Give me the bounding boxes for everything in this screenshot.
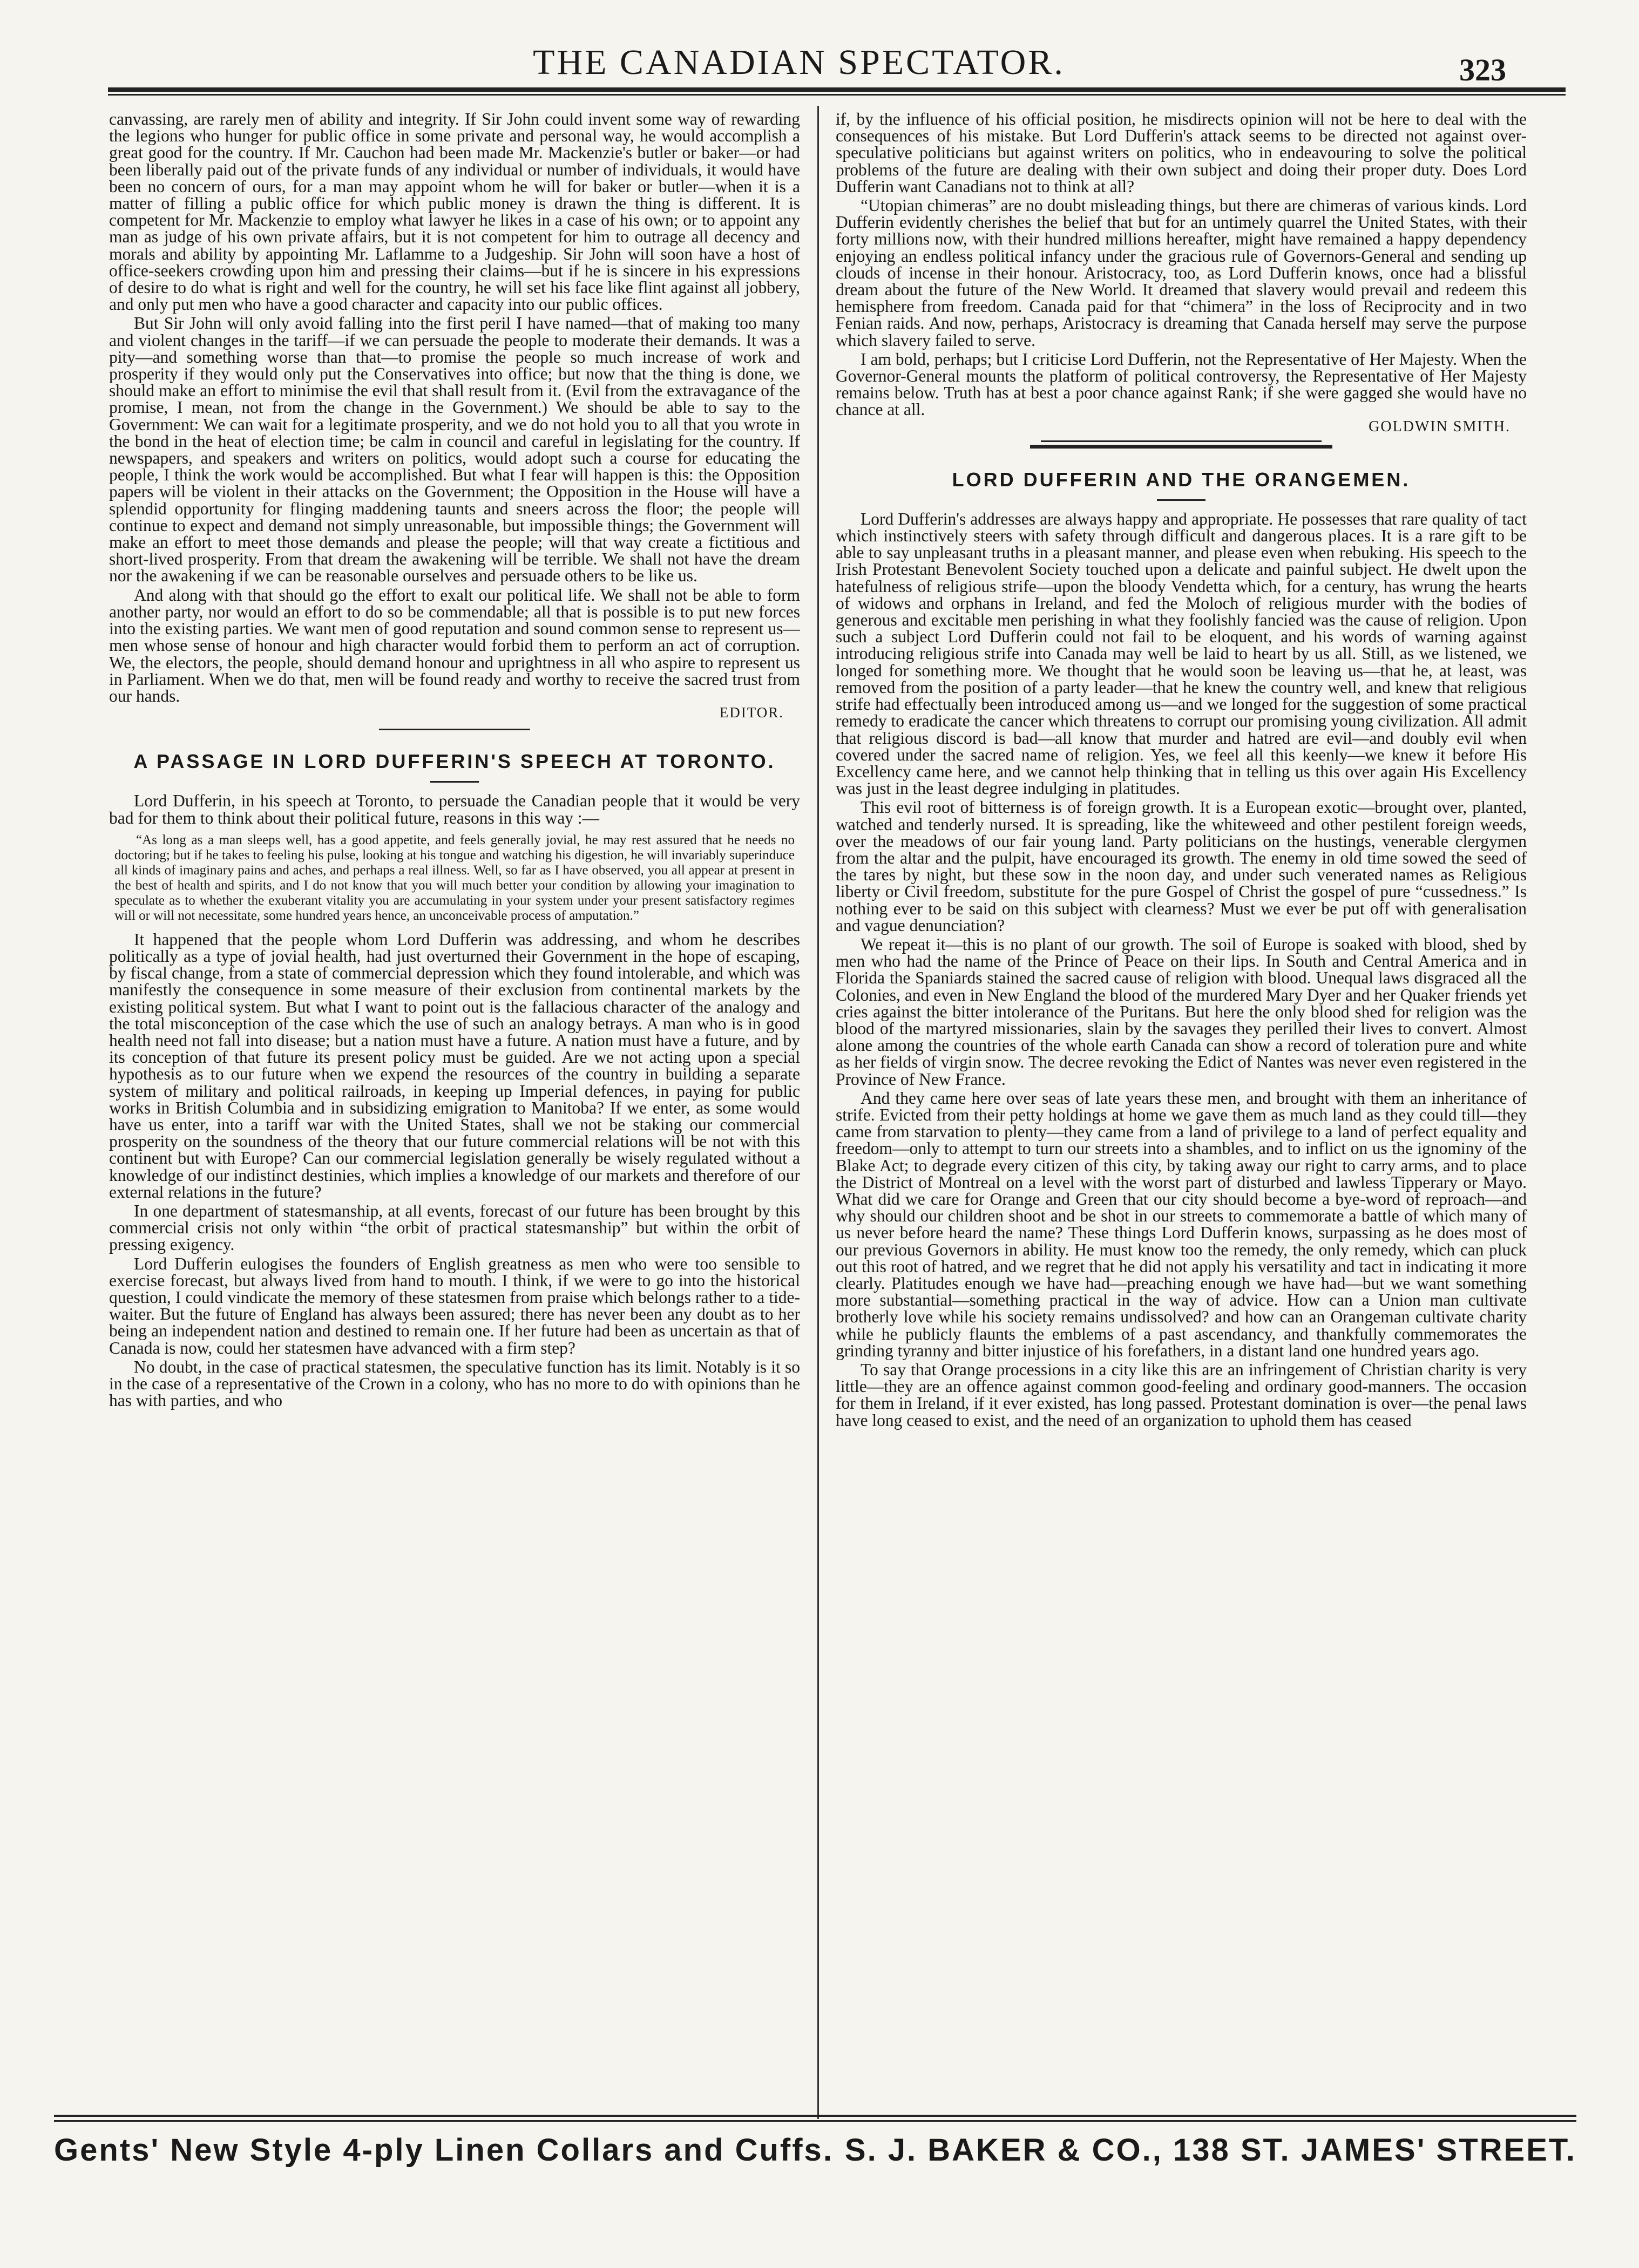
paragraph: To say that Orange processions in a city like this are an infringement of Christian charity is very little—they are an offence against common good-feeling and ordinary good-manners. The occasion for them in Ireland, if it ever existed, has long passed. Protestant domination is over—the penal laws have long ceased to exist, and the need of an organization to uphold them has ceased bbox=[836, 1360, 1527, 1430]
ad-merchant-address: S. J. BAKER & CO., 138 ST. JAMES' STREET. bbox=[844, 2133, 1576, 2168]
paragraph: This evil root of bitterness is of foreign growth. It is a European exotic—brought over, planted, watched and tenderly nursed. It is spreading, like the whiteweed and other pestilent foreign weeds, over the meadows of our fair young land. Party politicians on the hustings, venerable clergymen from the altar and the pulpit, have encouraged its growth. The enemy in old time sowed the seed of the tares by night, but these sow in the noon day, and under such venerated names as Religious liberty or Civil freedom, substitute for the pure Gospel of Christ the gospel of pure “cussedness.” Is nothing ever to be said on this subject with clearness? Must we ever be put off with generalisation and vague denunciation? bbox=[836, 798, 1527, 935]
masthead-rule-thin bbox=[108, 94, 1566, 96]
speech-quotation: “As long as a man sleeps well, has a good appetite, and feels generally jovial, he may rest assured that he needs no doctoring; but if he takes to feeling his pulse, looking at his tongue and watching his digestion, he will invariably superinduce all kinds of imaginary pains and aches, and perhaps a real illness. Well, so far as I have observed, you all appear at present in the best of health and spirits, and I do not know that you will much better your condition by allowing your imagination to speculate as to whether the exuberant vitality you are accumulating in your system under your present satisfactory regimes will or will not necessitate, some hundred years hence, an unconceivable process of amputation.” bbox=[114, 832, 795, 923]
paragraph: if, by the influence of his official position, he misdirects opinion will not be here to deal with the consequences of his mistake. But Lord Dufferin's attack seems to be directed not against over-speculative politicians but against writers on politics, who in endeavouring to solve the political problems of the future are dealing with their own subject and doing their proper duty. Does Lord Dufferin want Canadians not to think at all? bbox=[836, 111, 1527, 196]
paragraph: No doubt, in the case of practical statesmen, the speculative function has its limit. Notably is it so in the case of a representative of the Crown in a colony, who has no more to do with opinions than he has with parties, and who bbox=[109, 1357, 800, 1410]
article-heading: A PASSAGE IN LORD DUFFERIN'S SPEECH AT TORONTO. bbox=[133, 750, 776, 773]
paragraph: Lord Dufferin's addresses are always happy and appropriate. He possesses that rare quality of tact which instinctively steers with safety through difficult and dangerous places. It is a rare gift to be able to say unpleasant truths in a pleasant manner, and please even when rebuking. His speech to the Irish Protestant Benevolent Society touched upon a delicate and painful subject. He dwelt upon the hatefulness of religious strife—upon the bloody Vendetta which, for a century, has wrung the hearts of widows and orphans in Ireland, and fed the Moloch of religious murder with the bodies of generous and excitable men perishing in what they foolishly fancied was the cause of religion. Upon such a subject Lord Dufferin could not fail to be eloquent, and his words of warning against introducing religious strife into Canada may well be laid to heart by us all. Still, as we listened, we longed for something more. We thought that he would soon be leaving us—that he, at least, was removed from the position of a party leader—that he knew the country well, and knew that religious strife had effectually been introduced among us—and we longed for the suggestion of some practical remedy to eradicate the cancer which threatens to corrupt our promising young civilization. All admit that religious discord is bad—all know that murder and hatred are evil—and doubly evil when covered under the sacred name of religion. Yes, we feel all this keenly—we knew it before His Excellency came here, and we cannot help thinking that in telling us this over again His Excellency was just in the least degree indulging in platitudes. bbox=[836, 509, 1527, 798]
paragraph: And they came here over seas of late years these men, and brought with them an inheritance of strife. Evicted from their petty holdings at home we gave them as much land as they could till—they came from starvation to plenty—they came from a land of privilege to a land of perfect equality and freedom—only to attempt to turn our streets into a shambles, and to inflict on us the ignominy of the Blake Act; to degrade every citizen of this city, by taking away our right to carry arms, and to place the District of Montreal on a level with the worst part of disturbed and lawless Tipperary or Mayo. What did we care for Orange and Green that our city should become a bye-word of reproach—and why should our children shoot and be shot in our streets to commemorate a battle of which many of us never before heard the name? These things Lord Dufferin knows, surpassing as he does most of our previous Governors in ability. He must know too the remedy, the only remedy, which can pluck out this root of hatred, and we regret that he did not apply his versatility and tact in indicating it more clearly. Platitudes enough we have had—preaching enough we have had—but we want something more substantial—something practical in the way of advice. How can a Union man cultivate brotherly love while his society remains undissolved? and how can an Orangeman cultivate charity while he publicly flaunts the emblems of a past ascendancy, and thankfully commemorates the grinding tyranny and bitter injustice of his forefathers, in a distant land one hundred years ago. bbox=[836, 1088, 1527, 1360]
paragraph: “Utopian chimeras” are no doubt misleading things, but there are chimeras of various kinds. Lord Dufferin evidently cherishes the belief that but for an untimely quarrel the United States, with their forty millions now, with their hundred millions hereafter, might have remained a happy dependency enjoying an endless political infancy under the gracious rule of Governors-General and sending up clouds of incense in their honour. Aristocracy, too, as Lord Dufferin knows, once had a blissful dream about the future of the New World. It dreamed that slavery would prevail and redeem this hemisphere from freedom. Canada paid for that “chimera” in the loss of Reciprocity and in two Fenian raids. And now, perhaps, Aristocracy is dreaming that Canada herself may serve the purpose which slavery failed to serve. bbox=[836, 196, 1527, 350]
left-column bbox=[109, 111, 800, 2108]
page-number: 323 bbox=[1459, 52, 1506, 87]
paragraph: Lord Dufferin, in his speech at Toronto, to persuade the Canadian people that it would be very bad for them to think about their political future, reasons in this way :— bbox=[109, 791, 800, 827]
ad-collars-text: Gents' New Style 4-ply Linen Collars and Cuffs. bbox=[54, 2133, 834, 2168]
masthead-rule-thick bbox=[108, 87, 1566, 92]
heading-rule bbox=[430, 781, 479, 783]
section-divider bbox=[836, 440, 1527, 449]
editor-signature: EDITOR. bbox=[719, 704, 784, 721]
footer-rule bbox=[54, 2120, 1576, 2122]
heading-rule bbox=[1157, 499, 1205, 501]
column-divider bbox=[817, 106, 819, 2119]
section-divider bbox=[379, 729, 530, 730]
paragraph: We repeat it—this is no plant of our growth. The soil of Europe is soaked with blood, shed by men who had the name of the Prince of Peace on their lips. In South and Central America and in Florida the Spaniards stained the sacred cause of religion with blood. Unequal laws disgraced all the Colonies, and even in New England the blood of the murdered Mary Dyer and her Quaker friends yet cries against the bitter intolerance of the Puritans. But here the only blood shed for religion was the blood of the martyred missionaries, slain by the savages they perilled their lives to convert. Almost alone among the countries of the whole earth Canada can show a record of toleration pure and white as her fields of virgin snow. The decree revoking the Edict of Nantes was never even registered in the Province of New France. bbox=[836, 934, 1527, 1089]
right-column bbox=[836, 111, 1527, 2108]
paragraph: In one department of statesmanship, at all events, forecast of our future has been brought by this commercial crisis not only within “the orbit of practical statesmanship” but within the orbit of pressing exigency. bbox=[109, 1201, 800, 1254]
footer-advertisement bbox=[54, 2132, 1576, 2181]
publication-title: THE CANADIAN SPECTATOR. bbox=[533, 43, 1065, 82]
article-heading: LORD DUFFERIN AND THE ORANGEMEN. bbox=[952, 468, 1411, 491]
paragraph: Lord Dufferin eulogises the founders of English greatness as men who were too sensible to exercise forecast, but always lived from hand to mouth. I think, if we were to go into the historical question, I could vindicate the memory of these statesmen from praise which belongs rather to a tide-waiter. But the future of England has always been assured; there has never been any doubt as to her being an independent nation and destined to remain one. If her future had been as uncertain as that of Canada is now, could her statesmen have advanced with a firm step? bbox=[109, 1254, 800, 1357]
author-signature: GOLDWIN SMITH. bbox=[1369, 418, 1511, 435]
paragraph: I am bold, perhaps; but I criticise Lord Dufferin, not the Representative of Her Majesty. When the Governor-General mounts the platform of political controversy, the Representative of Her Majesty remains below. Truth has at best a poor chance against Rank; if she were gagged she would have no chance at all. bbox=[836, 349, 1527, 419]
footer-rule bbox=[54, 2115, 1576, 2117]
paragraph: And along with that should go the effort to exalt our political life. We shall not be able to form another party, nor would an effort to do so be commendable; all that is possible is to put new forces into the existing parties. We want men of good reputation and sound common sense to represent us—men whose sense of honour and high character would forbid them to perform an act of corruption. We, the electors, the people, should demand honour and uprightness in all who aspire to represent us in Parliament. When we do that, men will be found ready and worthy to receive the sacred trust from our hands. bbox=[109, 585, 800, 705]
paragraph: canvassing, are rarely men of ability and integrity. If Sir John could invent some way of rewarding the legions who hunger for public office in some private and personal way, he would accomplish a great good for the country. If Mr. Cauchon had been made Mr. Mackenzie's butler or baker—or had been liberally paid out of the private funds of any individual or number of individuals, it would have been no concern of ours, for a man may appoint whom he will for baker or butler—when it is a matter of filling a public office for which public money is drawn the thing is different. It is competent for Mr. Mackenzie to employ what lawyer he likes in a case of his own; or to appoint any man as judge of his own private affairs, but it is not competent for him to outrage all decency and morals and ability by appointing Mr. Laflamme to a Judgeship. Sir John will soon have a host of office-seekers crowding upon him and pressing their claims—but if he is sincere in his expressions of desire to do what is right and well for the country, he will set his face like flint against all jobbery, and only put men who have a good character and capacity into our public offices. bbox=[109, 111, 800, 314]
paragraph: But Sir John will only avoid falling into the first peril I have named—that of making too many and violent changes in the tariff—if we can persuade the people to moderate their demands. It was a pity—and something worse than that—to promise the people so much increase of work and prosperity if they would only put the Conservatives into office; but now that the thing is done, we should make an effort to minimise the evil that shall result from it. (Evil from the extravagance of the promise, I mean, not from the change in the Government.) We should be able to say to the Government: We can wait for a legitimate prosperity, and we do not hold you to all that you wrote in the bond in the heat of election time; be calm in council and careful in legislating for the country. If newspapers, and speakers and writers on politics, would adopt such a course for educating the people, I think the work would be accomplished. But what I fear will happen is this: the Opposition papers will be violent in their attacks on the Government; the Opposition in the House will have a splendid opportunity for flinging maddening taunts and sneers across the floor; the people will continue to expect and demand not simply unreasonable, but impossible things; the Government will make an effort to meet those demands and please the people; will that way create a fictitious and short-lived prosperity. From that dream the awakening will be terrible. We shall not have the dream nor the awakening if we can be reasonable ourselves and persuade others to be like us. bbox=[109, 314, 800, 586]
paragraph: It happened that the people whom Lord Dufferin was addressing, and whom he describes politically as a type of jovial health, had just overturned their Government in the hope of escaping, by fiscal change, from a state of commercial depression which they found intolerable, and which was manifestly the consequence in some measure of their exclusion from continental markets by the existing political system. But what I want to point out is the fallacious character of the analogy and the total misconception of the case which the use of such an analogy betrays. A man who is in good health need not fall into disease; but a nation must have a future. A nation must have a future, and by its conception of that future its present policy must be guided. Are we not acting upon a special hypothesis as to our future when we expend the resources of the country in building a separate system of military and political railroads, in keeping up Imperial defences, in paying for public works in British Columbia and in subsidizing emigration to Manitoba? If we enter, as some would have us enter, into a tariff war with the United States, shall we not be staking our commercial prosperity on the soundness of the theory that our future commercial relations will be not with this continent but with Europe? Can our commercial legislation generally be wisely regulated without a knowledge of our indistinct destinies, which implies a knowledge of our markets and therefore of our external relations in the future? bbox=[109, 929, 800, 1201]
